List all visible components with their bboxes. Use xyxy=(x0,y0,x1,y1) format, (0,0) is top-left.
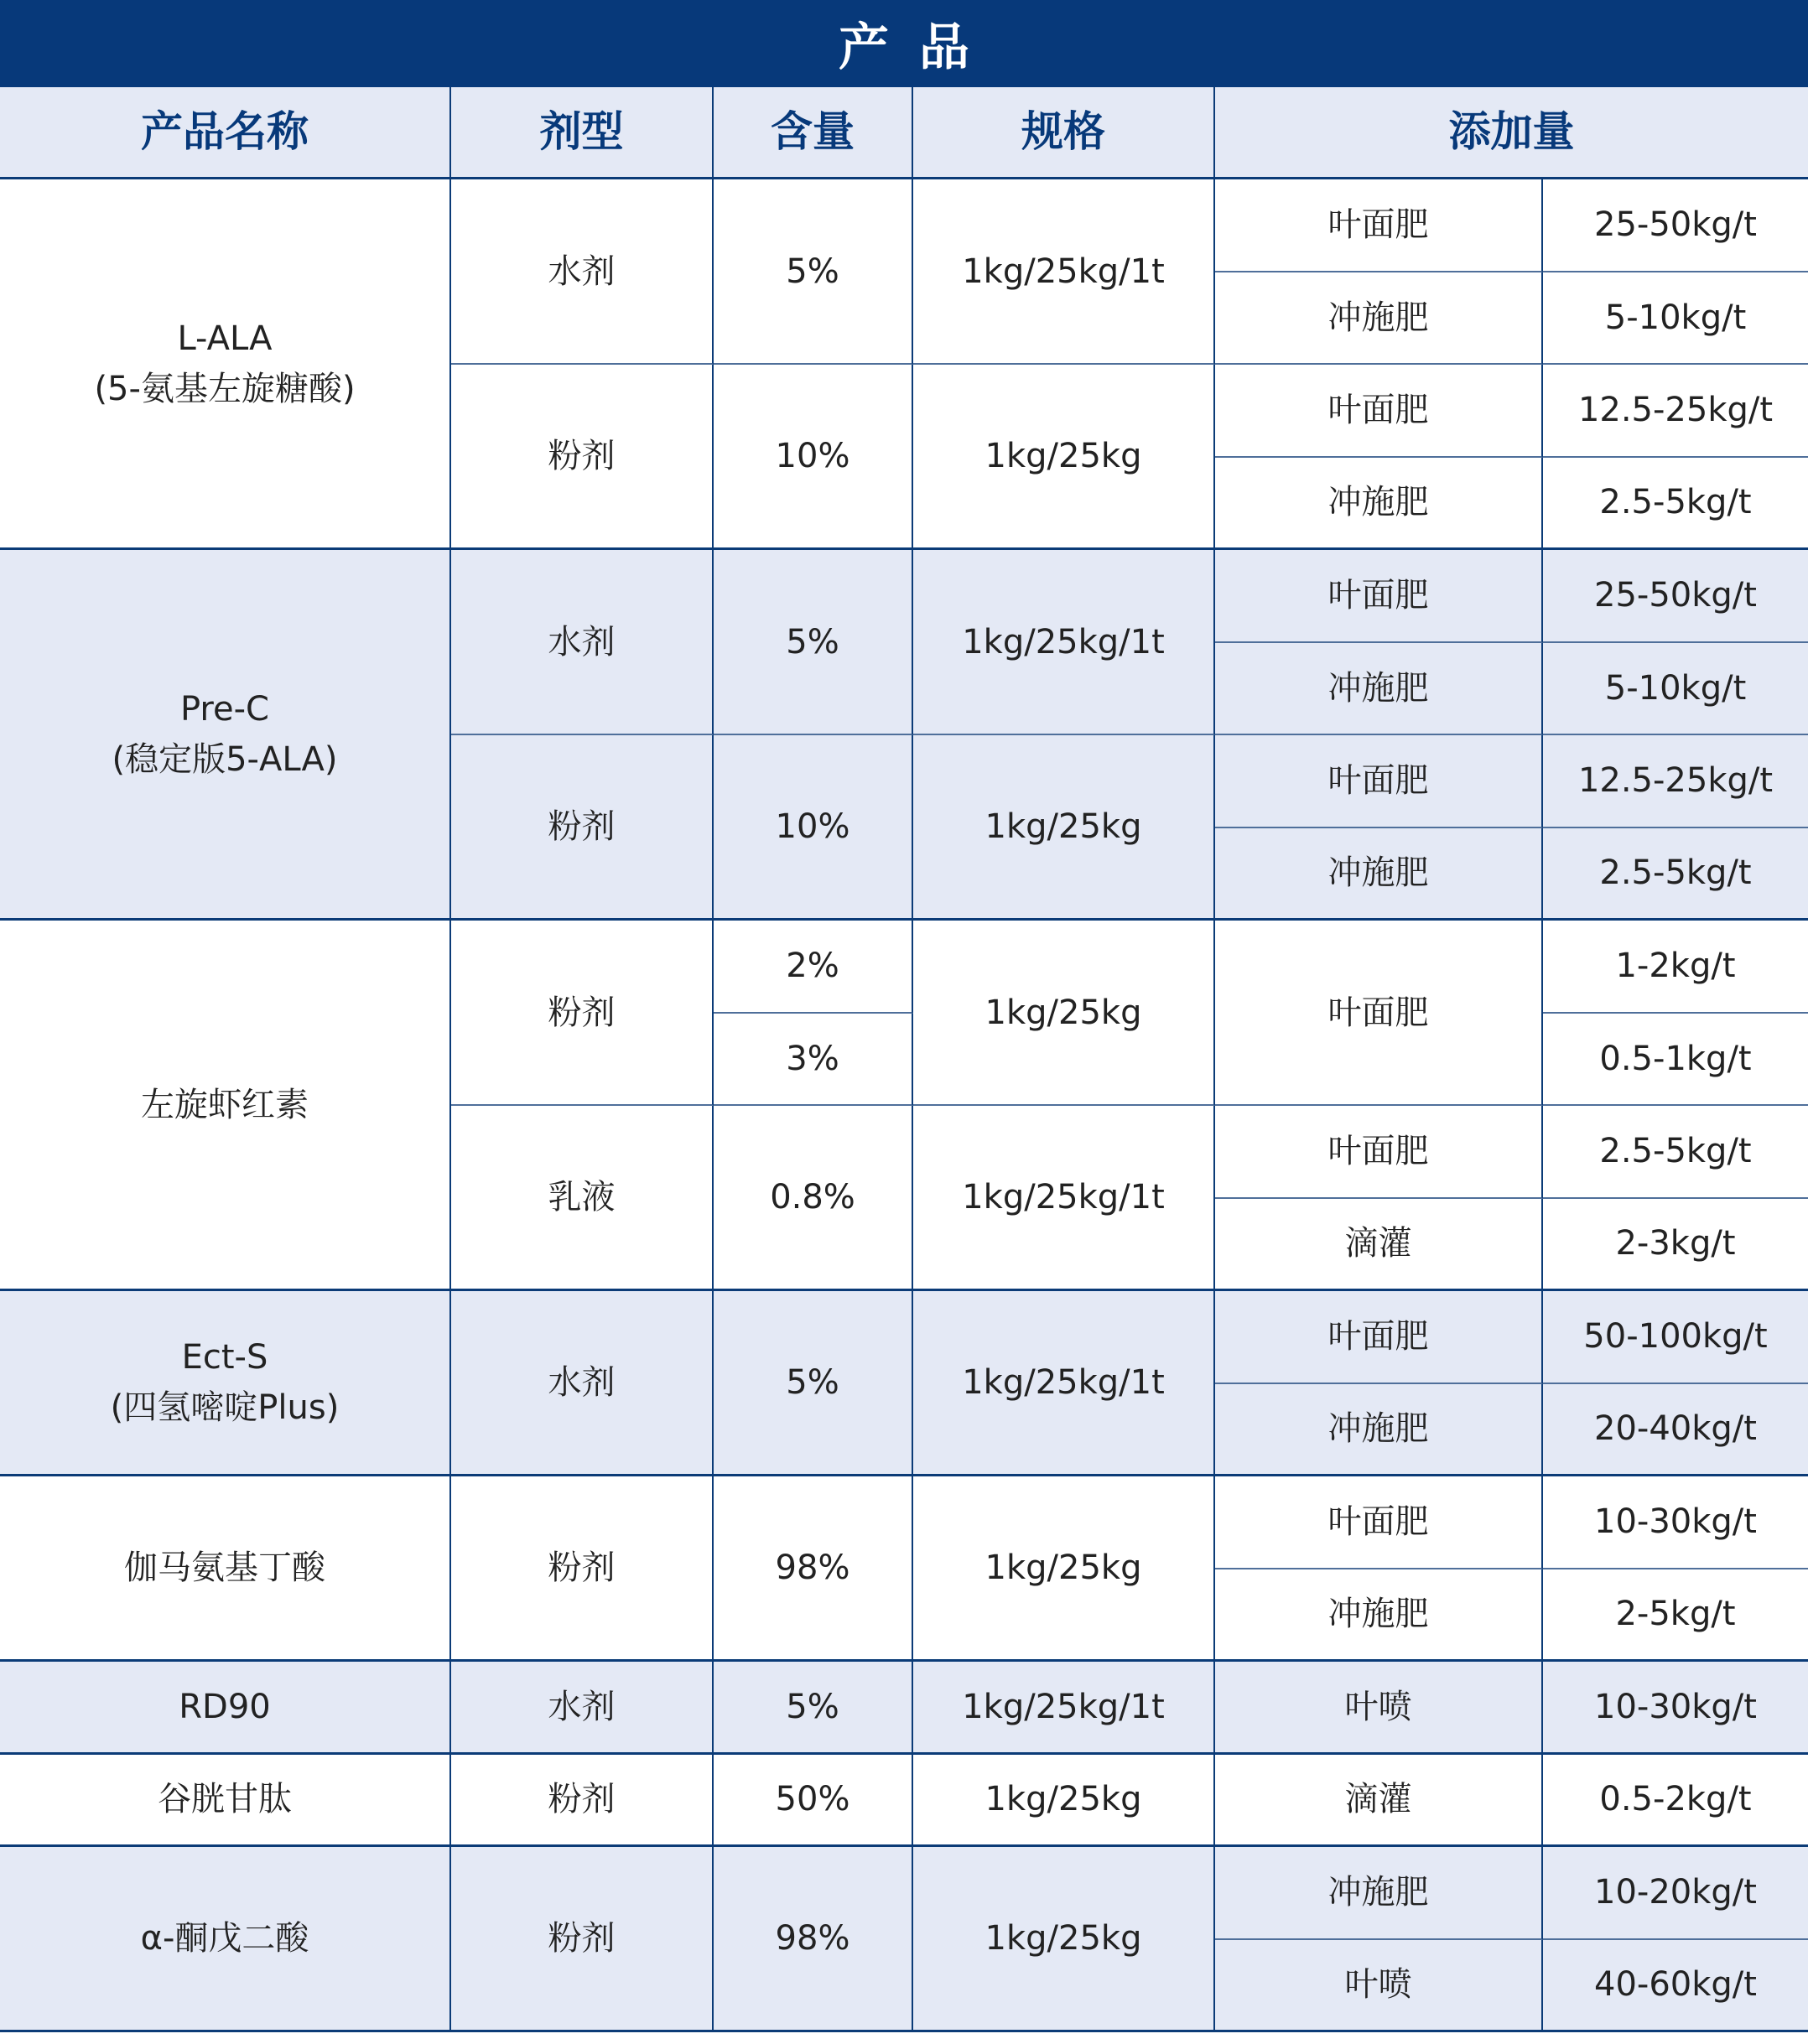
product-name-cell: RD90 xyxy=(0,1662,451,1755)
dosage-cell: 2.5-5kg/t xyxy=(1543,1106,1808,1199)
product-name-cell: 左旋虾红素 xyxy=(0,921,451,1291)
product-name-cell: Pre-C (稳定版5-ALA) xyxy=(0,550,451,921)
formulation-cell: 水剂 xyxy=(451,550,714,735)
specification-cell: 1kg/25kg xyxy=(913,921,1215,1106)
specification-cell: 1kg/25kg/1t xyxy=(913,1106,1215,1291)
dosage-cell: 10-20kg/t xyxy=(1543,1847,1808,1940)
product-name-cell: 伽马氨基丁酸 xyxy=(0,1476,451,1662)
specification-cell: 1kg/25kg xyxy=(913,365,1215,550)
application-method-cell: 冲施肥 xyxy=(1215,272,1543,366)
header-product-name: 产品名称 xyxy=(0,87,451,179)
application-method-cell: 叶面肥 xyxy=(1215,1476,1543,1569)
application-method-cell: 叶喷 xyxy=(1215,1940,1543,2033)
banner-title: 产品 xyxy=(0,0,1808,87)
header-formulation: 剂型 xyxy=(451,87,714,179)
content-cell: 3% xyxy=(714,1014,913,1107)
dosage-cell: 10-30kg/t xyxy=(1543,1476,1808,1569)
application-method-cell: 叶面肥 xyxy=(1215,1291,1543,1384)
formulation-cell: 粉剂 xyxy=(451,735,714,921)
application-method-cell: 叶面肥 xyxy=(1215,365,1543,458)
content-cell: 10% xyxy=(714,735,913,921)
specification-cell: 1kg/25kg/1t xyxy=(913,550,1215,735)
formulation-cell: 粉剂 xyxy=(451,1476,714,1662)
formulation-cell: 粉剂 xyxy=(451,1755,714,1848)
formulation-cell: 粉剂 xyxy=(451,365,714,550)
dosage-cell: 40-60kg/t xyxy=(1543,1940,1808,2033)
formulation-cell: 水剂 xyxy=(451,1291,714,1476)
specification-cell: 1kg/25kg/1t xyxy=(913,1662,1215,1755)
content-cell: 5% xyxy=(714,550,913,735)
dosage-cell: 25-50kg/t xyxy=(1543,179,1808,272)
product-name-cell: L-ALA (5-氨基左旋糖酸) xyxy=(0,179,451,550)
dosage-cell: 25-50kg/t xyxy=(1543,550,1808,643)
formulation-cell: 粉剂 xyxy=(451,1847,714,2032)
application-method-cell: 叶面肥 xyxy=(1215,1106,1543,1199)
specification-cell: 1kg/25kg/1t xyxy=(913,179,1215,365)
content-cell: 2% xyxy=(714,921,913,1014)
application-method-cell: 冲施肥 xyxy=(1215,643,1543,736)
content-cell: 98% xyxy=(714,1847,913,2032)
dosage-cell: 2.5-5kg/t xyxy=(1543,828,1808,921)
application-method-cell: 滴灌 xyxy=(1215,1199,1543,1292)
formulation-cell: 粉剂 xyxy=(451,921,714,1106)
dosage-cell: 0.5-1kg/t xyxy=(1543,1014,1808,1107)
content-cell: 5% xyxy=(714,1291,913,1476)
application-method-cell: 冲施肥 xyxy=(1215,1569,1543,1663)
specification-cell: 1kg/25kg xyxy=(913,1476,1215,1662)
product-name-cell: α-酮戊二酸 xyxy=(0,1847,451,2032)
specification-cell: 1kg/25kg xyxy=(913,1755,1215,1848)
dosage-cell: 1-2kg/t xyxy=(1543,921,1808,1014)
header-dosage: 添加量 xyxy=(1215,87,1808,179)
content-cell: 10% xyxy=(714,365,913,550)
dosage-cell: 12.5-25kg/t xyxy=(1543,365,1808,458)
content-cell: 0.8% xyxy=(714,1106,913,1291)
application-method-cell: 冲施肥 xyxy=(1215,458,1543,551)
application-method-cell: 叶喷 xyxy=(1215,1662,1543,1755)
application-method-cell: 冲施肥 xyxy=(1215,828,1543,921)
dosage-cell: 10-30kg/t xyxy=(1543,1662,1808,1755)
header-content: 含量 xyxy=(714,87,913,179)
dosage-cell: 2.5-5kg/t xyxy=(1543,458,1808,551)
application-method-cell: 滴灌 xyxy=(1215,1755,1543,1848)
dosage-cell: 50-100kg/t xyxy=(1543,1291,1808,1384)
application-method-cell: 叶面肥 xyxy=(1215,921,1543,1106)
dosage-cell: 5-10kg/t xyxy=(1543,272,1808,366)
specification-cell: 1kg/25kg xyxy=(913,735,1215,921)
dosage-cell: 5-10kg/t xyxy=(1543,643,1808,736)
application-method-cell: 叶面肥 xyxy=(1215,179,1543,272)
content-cell: 50% xyxy=(714,1755,913,1848)
specification-cell: 1kg/25kg/1t xyxy=(913,1291,1215,1476)
dosage-cell: 2-3kg/t xyxy=(1543,1199,1808,1292)
dosage-cell: 0.5-2kg/t xyxy=(1543,1755,1808,1848)
formulation-cell: 水剂 xyxy=(451,179,714,365)
application-method-cell: 叶面肥 xyxy=(1215,550,1543,643)
header-specification: 规格 xyxy=(913,87,1215,179)
dosage-cell: 12.5-25kg/t xyxy=(1543,735,1808,828)
content-cell: 5% xyxy=(714,1662,913,1755)
content-cell: 98% xyxy=(714,1476,913,1662)
application-method-cell: 冲施肥 xyxy=(1215,1384,1543,1477)
dosage-cell: 2-5kg/t xyxy=(1543,1569,1808,1663)
application-method-cell: 叶面肥 xyxy=(1215,735,1543,828)
formulation-cell: 乳液 xyxy=(451,1106,714,1291)
content-cell: 5% xyxy=(714,179,913,365)
specification-cell: 1kg/25kg xyxy=(913,1847,1215,2032)
dosage-cell: 20-40kg/t xyxy=(1543,1384,1808,1477)
product-name-cell: Ect-S (四氢嘧啶Plus) xyxy=(0,1291,451,1476)
product-table xyxy=(0,87,1808,2037)
product-name-cell: 谷胱甘肽 xyxy=(0,1755,451,1848)
formulation-cell: 水剂 xyxy=(451,1662,714,1755)
application-method-cell: 冲施肥 xyxy=(1215,1847,1543,1940)
